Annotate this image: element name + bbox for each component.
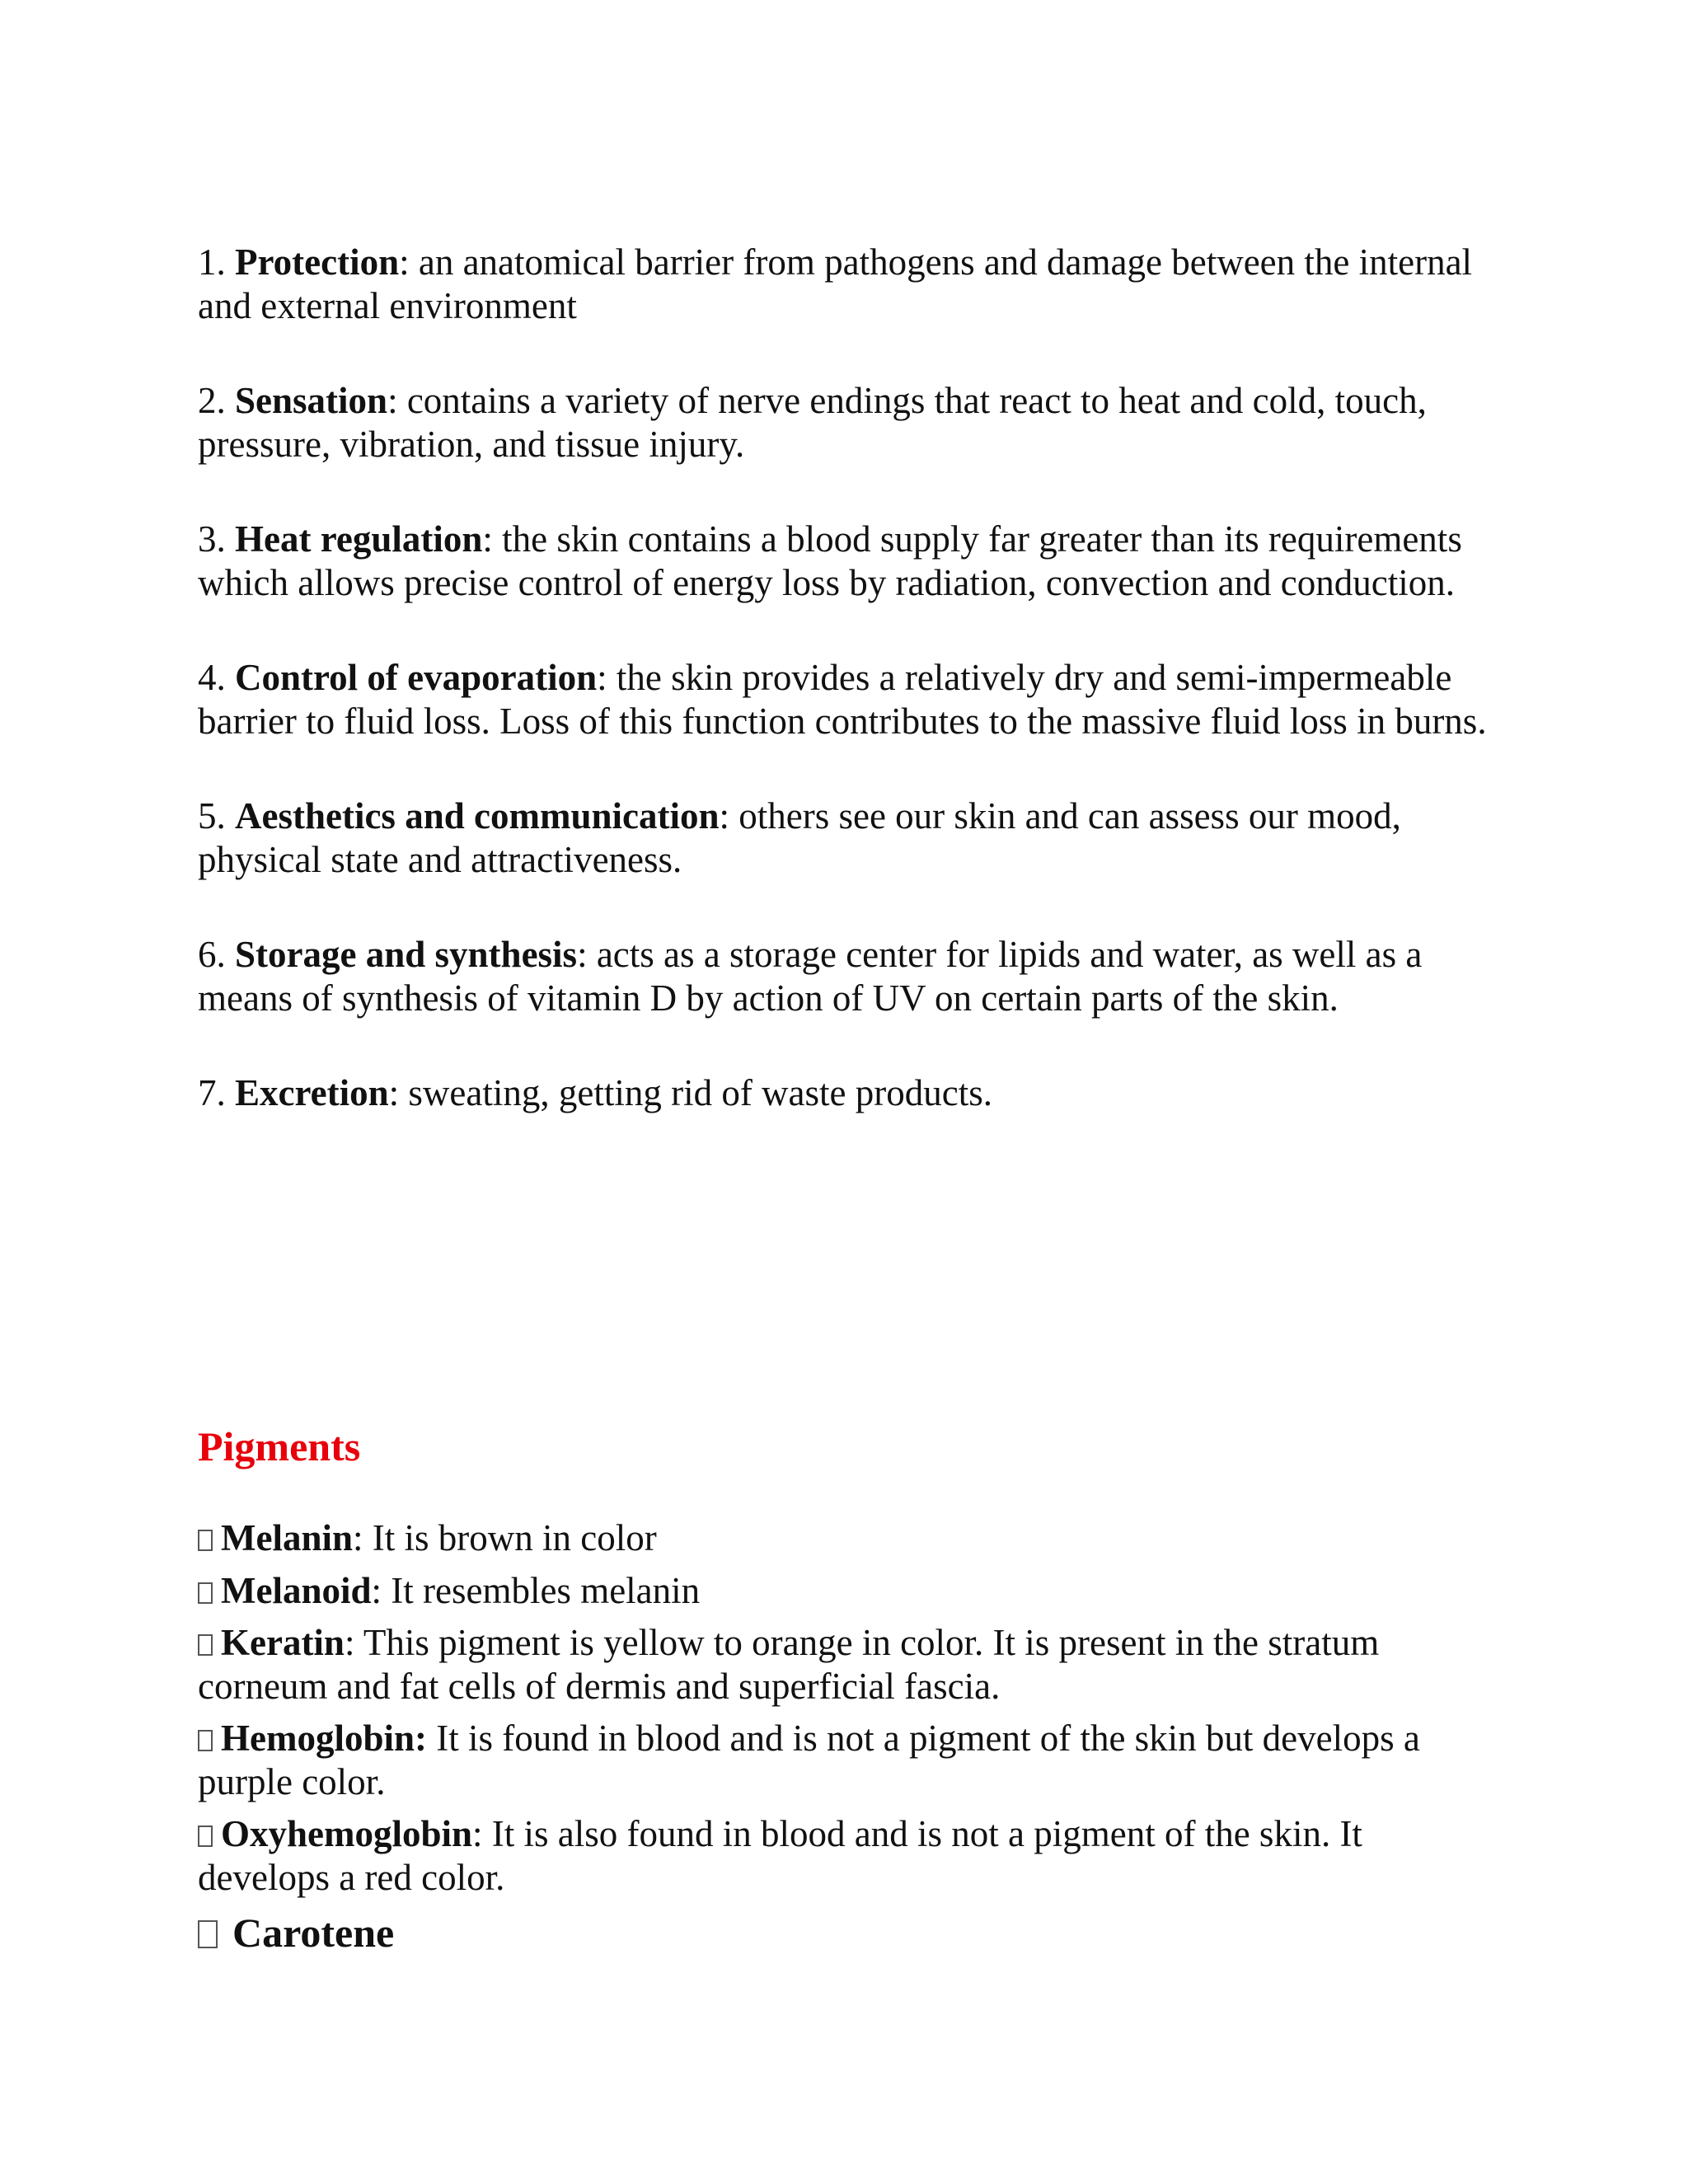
pigment-item (198, 1516, 1500, 1560)
item-number: 6. (198, 934, 226, 975)
pigment-term: Melanoid (221, 1570, 372, 1611)
pigments-heading: Pigments (198, 1423, 361, 1469)
item-number: 4. (198, 657, 226, 698)
item-number: 3. (198, 518, 226, 560)
function-item (198, 656, 1500, 743)
pigment-term: Hemoglobin: (221, 1718, 428, 1759)
item-number: 2. (198, 380, 226, 421)
item-term: Aesthetics and communication (235, 795, 720, 837)
missing-glyph-icon (198, 1634, 213, 1656)
item-term: Control of evaporation (235, 657, 598, 698)
pigment-term: Carotene (232, 1910, 395, 1956)
pigment-description: : It is brown in color (353, 1517, 657, 1558)
pigment-description: It is found in blood and is not a pigment of the skin but develops a purple color. (198, 1718, 1420, 1802)
item-number: 5. (198, 795, 226, 837)
item-description: : the skin contains a blood supply far greater than its requirements which allows precise control of energy loss by radiation, convection and conduction. (198, 518, 1462, 603)
function-item (198, 379, 1500, 466)
item-number: 7. (198, 1072, 226, 1113)
missing-glyph-icon (198, 1730, 213, 1751)
pigment-description: : This pigment is yellow to orange in color. It is present in the stratum corneum and fat cells of dermis and superficial fascia. (198, 1622, 1380, 1707)
function-item (198, 518, 1500, 605)
pigment-description: : It is also found in blood and is not a pigment of the skin. It develops a red color. (198, 1813, 1362, 1898)
pigment-term: Melanin (221, 1517, 354, 1558)
item-description: : acts as a storage center for lipids and water, as well as a means of synthesis of vitamin D by action of UV on certain parts of the skin. (198, 934, 1423, 1019)
pigment-term: Keratin (221, 1622, 345, 1663)
function-item (198, 794, 1500, 882)
function-item (198, 1071, 1500, 1115)
missing-glyph-icon (198, 1582, 213, 1604)
pigment-item-carotene (198, 1908, 1500, 1957)
item-term: Sensation (235, 380, 388, 421)
pigment-item (198, 1621, 1500, 1708)
pigment-item (198, 1569, 1500, 1613)
item-description: : an anatomical barrier from pathogens and damage between the internal and external environment (198, 241, 1473, 326)
pigment-item (198, 1717, 1500, 1804)
pigment-description: : It resembles melanin (371, 1570, 701, 1611)
item-description: : contains a variety of nerve endings that react to heat and cold, touch, pressure, vibration, and tissue injury. (198, 380, 1427, 465)
pigments-list (198, 1516, 1500, 1966)
item-number: 1. (198, 241, 226, 283)
item-term: Heat regulation (235, 518, 483, 560)
missing-glyph-icon (198, 1530, 213, 1551)
item-term: Storage and synthesis (235, 934, 578, 975)
item-description: : the skin provides a relatively dry and semi-impermeable barrier to fluid loss. Loss of this function contributes to the massive fluid loss in burns. (198, 657, 1487, 742)
item-description: : sweating, getting rid of waste products. (388, 1072, 992, 1113)
missing-glyph-icon (198, 1825, 213, 1847)
function-item (198, 933, 1500, 1020)
item-description: : others see our skin and can assess our mood, physical state and attractiveness. (198, 795, 1401, 880)
skin-functions-list (198, 241, 1500, 1166)
pigment-term: Oxyhemoglobin (221, 1813, 473, 1854)
function-item (198, 241, 1500, 328)
missing-glyph-icon (198, 1920, 218, 1948)
pigment-item (198, 1812, 1500, 1900)
item-term: Excretion (235, 1072, 389, 1113)
item-term: Protection (235, 241, 400, 283)
